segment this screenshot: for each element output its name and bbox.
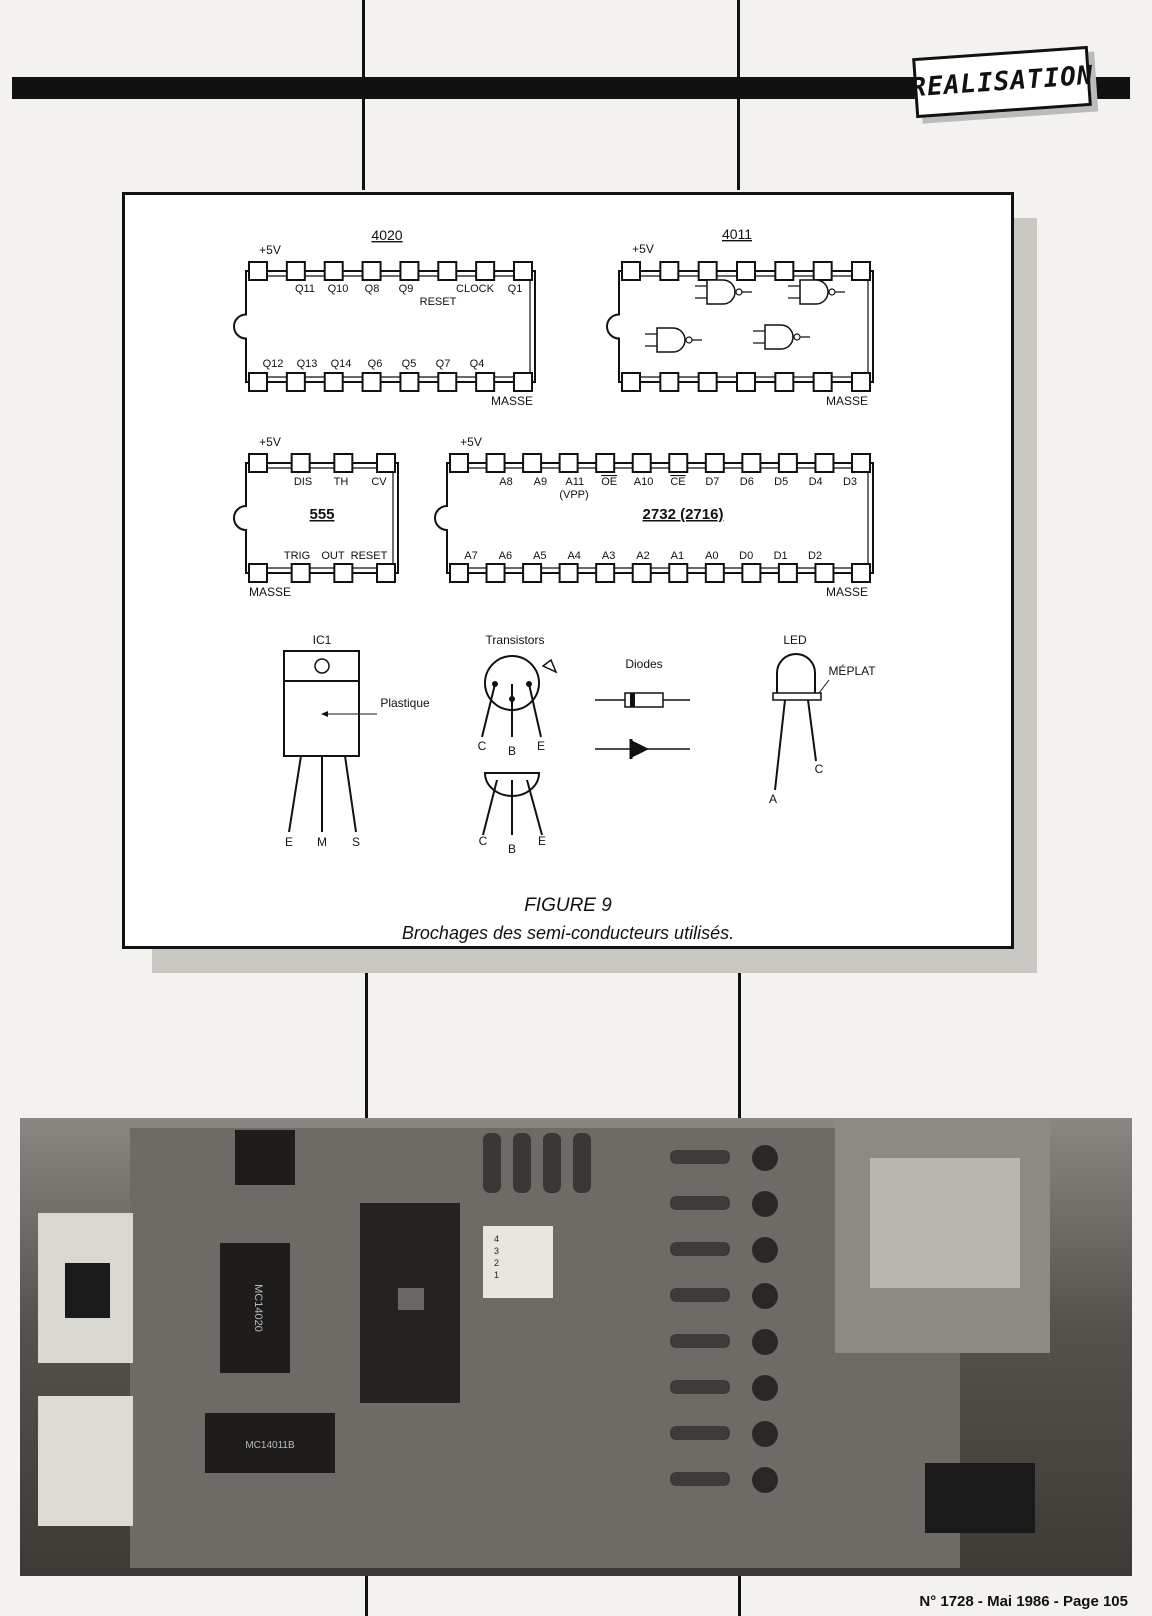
ic2732-top-pin	[669, 454, 687, 472]
ic4020-vcc: +5V	[259, 243, 281, 257]
diode-band	[630, 693, 635, 707]
page-footer: N° 1728 - Mai 1986 - Page 105	[919, 1593, 1128, 1610]
ic2732-bottom-pin	[487, 564, 505, 582]
ic555-top-label: TH	[333, 476, 349, 488]
nand-gate	[765, 325, 793, 349]
pinout-diagram	[125, 195, 1011, 885]
circuit-board-photo	[20, 1118, 1132, 1576]
ic2732-bottom-label: A2	[636, 550, 650, 562]
ic2732-bottom-pin	[706, 564, 724, 582]
ic4020-top-label: Q9	[398, 283, 414, 295]
grid-line-right-mid	[738, 950, 741, 1118]
ic2732-vpp-label: (VPP)	[559, 489, 589, 501]
vertical-resistor	[483, 1133, 501, 1193]
ic2732-bottom-label: D2	[807, 550, 823, 562]
led-cathode-lead	[808, 700, 816, 761]
diode-symbol-triangle	[631, 740, 649, 758]
resistor	[670, 1288, 730, 1302]
ic1-pin-label: E	[284, 835, 294, 849]
ic2732-ground: MASSE	[825, 585, 869, 599]
grid-line-left-bottom	[365, 1576, 368, 1616]
ic4020-top-pin	[400, 262, 418, 280]
led-title: LED	[783, 633, 807, 647]
ic2732-bottom-pin	[596, 564, 614, 582]
ic-4011-marking: MC14011B	[245, 1440, 295, 1451]
ic2732-bottom-label: A7	[464, 550, 478, 562]
ic4020-bottom-pin	[249, 373, 267, 391]
ic4020-top-pin	[363, 262, 381, 280]
ic4020-top-pin	[325, 262, 343, 280]
ic1-lead	[289, 756, 301, 832]
ic4020-bottom-label: Q4	[469, 358, 485, 370]
ic555-bottom-pin	[292, 564, 310, 582]
ic2732-bottom-pin	[815, 564, 833, 582]
ic2732-bottom-label: A5	[533, 550, 547, 562]
ic2732-top-pin	[633, 454, 651, 472]
figure-caption: Brochages des semi-conducteurs utilisés.	[401, 923, 735, 943]
ic2732-top-label: D3	[842, 476, 858, 488]
diodes-title: Diodes	[625, 657, 663, 671]
ic2732-bottom-pin	[742, 564, 760, 582]
terminal-block	[925, 1463, 1035, 1533]
ic2732-top-label: D7	[705, 476, 720, 488]
ic4011-top-pin	[660, 262, 678, 280]
transistor-pin-label-2: C	[478, 834, 488, 848]
figure-9	[122, 192, 1014, 949]
ic4011-bottom-pin	[699, 373, 717, 391]
ic4020-bottom-pin	[363, 373, 381, 391]
ic4020-bottom-pin	[476, 373, 494, 391]
ic1-pin-label: M	[317, 835, 327, 849]
ic4011-vcc: +5V	[632, 242, 654, 256]
vertical-resistor	[543, 1133, 561, 1193]
ic4020-top-label: Q8	[364, 283, 380, 295]
ic4011-name: 4011	[721, 226, 753, 242]
transistor-pin-label: C	[477, 739, 487, 753]
led-indicator	[752, 1375, 778, 1401]
ic555-vcc: +5V	[259, 435, 281, 449]
ic4020-name: 4020	[371, 227, 403, 243]
ic4011-ground: MASSE	[825, 394, 869, 408]
ic4020-top-label: Q1	[507, 283, 523, 295]
connector-block	[38, 1396, 133, 1526]
led-indicator	[752, 1237, 778, 1263]
transistor-lead-2	[527, 780, 542, 835]
ic4020-bottom-label: Q7	[435, 358, 451, 370]
vertical-resistor	[573, 1133, 591, 1193]
ic2732-bottom-label: A0	[705, 550, 719, 562]
ic2732-top-pin	[450, 454, 468, 472]
led-indicator	[752, 1191, 778, 1217]
ic2732-top-pin	[852, 454, 870, 472]
nand-gate	[657, 328, 685, 352]
ic2732-top-label: D5	[774, 476, 789, 488]
ic2732-top-label: CE	[670, 476, 686, 488]
ic2732-bottom-pin	[450, 564, 468, 582]
dip-switch-number: 3	[494, 1246, 500, 1256]
ic2732-top-label: A8	[499, 476, 513, 488]
ic4020-bottom-pin	[287, 373, 305, 391]
ic2732-top-label: D6	[739, 476, 754, 488]
transformer-coil	[870, 1158, 1020, 1288]
ic555-bottom-label: RESET	[350, 550, 388, 562]
ic2732-top-label: D4	[808, 476, 823, 488]
ic2732-bottom-pin	[633, 564, 651, 582]
ic555-top-label: DIS	[293, 476, 313, 488]
resistor	[670, 1196, 730, 1210]
led-indicator	[752, 1145, 778, 1171]
ic2732-bottom-label: A3	[601, 550, 616, 562]
ic555-ground: MASSE	[248, 585, 292, 599]
transistor-lead-2	[483, 780, 497, 835]
ic4020-top-label: Q11	[295, 283, 315, 295]
ic4020-bottom-label: Q5	[401, 358, 417, 370]
ic2732-bottom-label: D0	[739, 550, 754, 562]
ic4020-top-pin	[514, 262, 532, 280]
ic2732-top-pin	[596, 454, 614, 472]
ic2732-top-pin	[706, 454, 724, 472]
ic2732-top-label: A10	[633, 476, 654, 488]
dip-switch-number: 2	[494, 1258, 500, 1268]
ic4020-bottom-label: Q13	[296, 358, 318, 370]
ic4011-bottom-pin	[737, 373, 755, 391]
vertical-resistor	[513, 1133, 531, 1193]
ic2732-bottom-pin	[779, 564, 797, 582]
ic4020-top-pin	[287, 262, 305, 280]
ic2732-bottom-label: D1	[773, 550, 788, 562]
ic1-body	[284, 681, 359, 756]
led-indicator	[752, 1329, 778, 1355]
ic4020-bottom-pin	[325, 373, 343, 391]
led-anode-label: A	[768, 792, 778, 806]
led-cathode-label: C	[814, 762, 824, 776]
ic4020-bottom-pin	[514, 373, 532, 391]
ic555-bottom-label: OUT	[321, 550, 345, 562]
ic4011-bottom-pin	[775, 373, 793, 391]
ic4011-bottom-pin	[660, 373, 678, 391]
ic4011-top-pin	[814, 262, 832, 280]
ic4020-bottom-label: Q14	[330, 358, 352, 370]
dip-switch-number: 1	[494, 1270, 500, 1280]
transistor-pin-label-2: E	[537, 834, 547, 848]
ic4011-chip	[607, 262, 873, 391]
ic2732-top-label: OE	[601, 476, 618, 488]
led-flange	[773, 693, 821, 700]
ic2732-top-pin	[560, 454, 578, 472]
led-dome	[777, 654, 815, 695]
transistors-title: Transistors	[485, 633, 545, 647]
ic4011-top-pin	[737, 262, 755, 280]
led-indicator	[752, 1421, 778, 1447]
resistor	[670, 1472, 730, 1486]
led-flat-pointer	[819, 680, 829, 693]
ic4020-bottom-pin	[400, 373, 418, 391]
ic4020-bottom-pin	[438, 373, 456, 391]
ic4020-bottom-label: Q12	[262, 358, 284, 370]
ic555-name: 555	[309, 506, 335, 523]
ic4020-top-pin	[249, 262, 267, 280]
led-indicator	[752, 1467, 778, 1493]
resistor	[670, 1150, 730, 1164]
ic2732-bottom-label: A6	[498, 550, 513, 562]
ic4020-top-pin	[438, 262, 456, 280]
led-indicator	[752, 1283, 778, 1309]
ic2732-bottom-label: A4	[567, 550, 581, 562]
nand-gate	[707, 280, 735, 304]
ic4020-top-pin	[476, 262, 494, 280]
ic555-top-label: CV	[371, 476, 387, 488]
ic2732-name: 2732 (2716)	[642, 506, 724, 523]
ic555-top-pin	[249, 454, 267, 472]
ic4020-top-label: Q10	[327, 283, 349, 295]
transistor-pin-label: E	[536, 739, 546, 753]
ic2732-top-pin	[779, 454, 797, 472]
slide-switch-knob	[65, 1263, 110, 1318]
nand-bubble	[829, 289, 835, 295]
ic4020-top-label: CLOCK	[456, 283, 494, 295]
ic-4020-marking: MC14020	[252, 1284, 264, 1332]
ic555-bottom-pin	[334, 564, 352, 582]
ic555-bottom-label: TRIG	[283, 550, 311, 562]
ic555-bottom-pin	[249, 564, 267, 582]
ic1-lead	[345, 756, 356, 832]
ic1-pin-label: S	[351, 835, 361, 849]
ic2732-bottom-pin	[852, 564, 870, 582]
nand-bubble	[794, 334, 800, 340]
ic4011-top-pin	[775, 262, 793, 280]
figure-title: FIGURE 9	[524, 895, 612, 916]
ic2732-top-label: A11	[565, 476, 585, 488]
ic555-bottom-pin	[377, 564, 395, 582]
ic4020-bottom-label: Q6	[367, 358, 383, 370]
led-anode-lead	[775, 700, 785, 790]
dip-switch-number: 4	[494, 1234, 500, 1244]
ic4020-ground: MASSE	[490, 394, 534, 408]
ic2732-bottom-pin	[669, 564, 687, 582]
ic2732-top-pin	[742, 454, 760, 472]
ic2732-bottom-label: A1	[670, 550, 685, 562]
ic4011-top-pin	[622, 262, 640, 280]
ic2732-top-pin	[815, 454, 833, 472]
ic1-title: IC1	[312, 633, 332, 647]
ic4011-body	[607, 271, 873, 382]
ic4020-chip	[234, 262, 535, 391]
ic1-plastic-label: Plastique	[380, 696, 430, 710]
ic2732-top-pin	[523, 454, 541, 472]
ic2732-bottom-pin	[523, 564, 541, 582]
resistor	[670, 1426, 730, 1440]
grid-line-right-bottom	[738, 1576, 741, 1616]
ic2732-bottom-pin	[560, 564, 578, 582]
ic2732-top-pin	[487, 454, 505, 472]
ic555-top-pin	[292, 454, 310, 472]
ic4011-bottom-pin	[622, 373, 640, 391]
ic4020-reset-label: RESET	[419, 296, 457, 308]
resistor	[670, 1380, 730, 1394]
ic2732-top-label: A9	[533, 476, 548, 488]
ic555-top-pin	[377, 454, 395, 472]
ic4011-top-pin	[852, 262, 870, 280]
ic2732-vcc: +5V	[460, 435, 482, 449]
ic555-top-pin	[334, 454, 352, 472]
nand-bubble	[686, 337, 692, 343]
ic4011-bottom-pin	[814, 373, 832, 391]
eprom-window	[398, 1288, 424, 1310]
transistor-tab	[543, 660, 556, 672]
resistor	[670, 1242, 730, 1256]
transistor-pin-label-2: B	[507, 842, 517, 856]
led-flat-label: MÉPLAT	[828, 664, 876, 678]
ic4011-top-pin	[699, 262, 717, 280]
grid-line-left-mid	[365, 950, 368, 1118]
ic4011-bottom-pin	[852, 373, 870, 391]
ic1-tab	[284, 651, 359, 681]
section-badge: REALISATION	[912, 46, 1092, 118]
transistor-pin-label: B	[507, 744, 517, 758]
nand-bubble	[736, 289, 742, 295]
resistor	[670, 1334, 730, 1348]
ic-small-package	[235, 1130, 295, 1185]
nand-gate	[800, 280, 828, 304]
